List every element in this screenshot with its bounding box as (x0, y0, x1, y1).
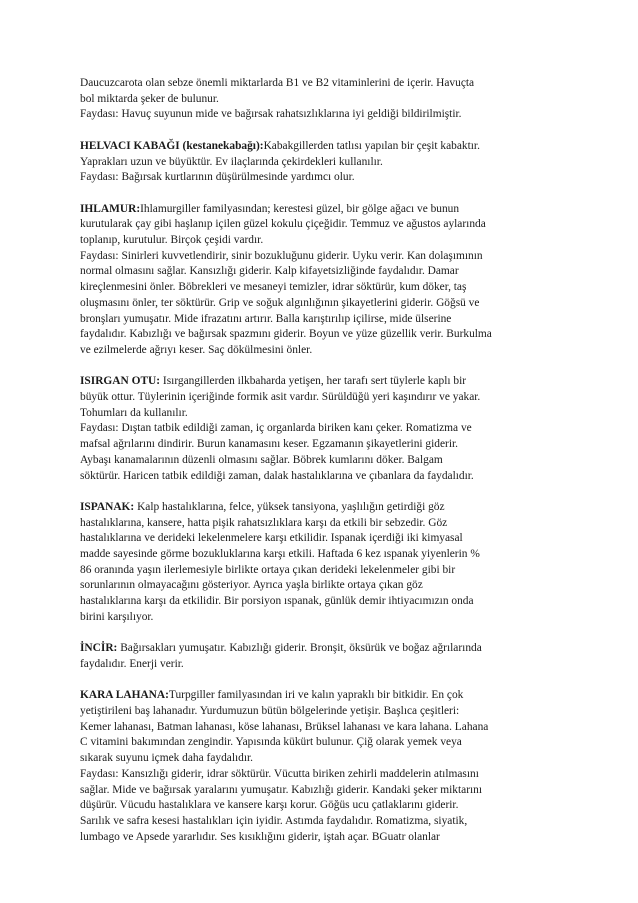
ispanak-text: Kalp hastalıklarına, felce, yüksek tansiyona, yaşlılığın getirdiği göz hastalıklarına, kansere, hatta pişik rahatsızlıklara karşı da etkili bir sebzedir. Göz hastalıklarına ve derideki lekelenmelere karşı etkilidir. Ispanak içerdiği iki kimyasal madde sayesinde görme bozukluklarına karşı etkili. Haftada 6 kez ıspanak yiyenlerin % 86 oranında yaşın ilerlemesiyle birlikte ortaya çıkan derideki lekelenmeler gibi bir sorunlarının olmayacağını gösteriyor. Ayrıca yaşla birlikte ortaya çıkan göz hastalıklarına karşı da etkilidir. Bir porsiyon ıspanak, günlük demir ihtiyacımızın onda birini karşılıyor. (80, 500, 480, 623)
helvaci-benefit: Faydası: Bağırsak kurtlarının düşürülmesinde yardımcı olur. (80, 171, 355, 184)
havuc-benefit: Faydası: Havuç suyunun mide ve bağırsak rahatsızlıklarına iyi geldiği bildirilmiştir. (80, 108, 462, 121)
ihlamur-intro: Ihlamurgiller familyasından; kerestesi güzel, bir gölge ağacı ve bunun kurutularak çay gibi haşlanıp içilen güzel kokulu çiçeğidir. Temmuz ve ağustos aylarında toplanıp, kurutulur. Birçok çeşidi vardır. (80, 202, 486, 246)
karalahana-heading: KARA LAHANA: (80, 689, 169, 702)
karalahana-intro-paragraph (80, 688, 566, 767)
karalahana-intro: Turpgiller familyasından iri ve kalın yapraklı bir bitkidir. En çok yetiştirileni baş lahanadır. Yurdumuzun bütün bölgelerinde yetişir. Başlıca çeşitleri: Kemer lahanası, Batman lahanası, köse lahanası, Brüksel lahanası ve kara lahana. Lahana C vitamini bakımından zengindir. Yapısında kükürt bulunur. Çiğ olarak yemek veya sıkarak suyunu içmek daha faydalıdır. (80, 689, 489, 765)
karalahana-benefit: Faydası: Kansızlığı giderir, idrar söktürür. Vücutta biriken zehirli maddelerin atılmasını sağlar. Mide ve bağırsak yaralarını yumuşatır. Kabızlığı giderir. Kandaki şeker miktarını düşürür. Vücudu hastalıklara ve kansere karşı korur. Göğüs ucu çatlaklarını giderir. Sarılık ve safra kesesi hastalıkları için iyidir. Astımda faydalıdır. Romatizma, siyatik, lumbago ve Apsede yararlıdır. Ses kısıklığını giderir, iştah açar. BGuatr olanlar (80, 767, 483, 843)
ihlamur-benefit: Faydası: Sinirleri kuvvetlendirir, sinir bozukluğunu giderir. Uyku verir. Kan dolaşımının normal olmasını sağlar. Kansızlığı giderir. Kalp kifayetsizliğinde faydalıdır. Damar kireçlenmesini önler. Böbrekleri ve mesaneyi temizler, idrar söktürür, kum döker, taş oluşmasını önler, ter söktürür. Grip ve soğuk algınlığının şikayetlerini giderir. Göğsü ve bronşları yumuşatır. Mide ifrazatını artırır. Balla karıştırılıp içilirse, mide ülserine faydalıdır. Kabızlığı ve bağırsak spazmını giderir. Boyun ve yüze güzellik verir. Burkulma ve ezilmelerde ağrıyı keser. Saç dökülmesini önler. (80, 249, 492, 356)
isirgan-heading: ISIRGAN OTU: (80, 375, 161, 388)
isirgan-intro: Isırgangillerden ilkbaharda yetişen, her tarafı sert tüylerle kaplı bir büyük ottur. Tüylerinin içeriğinde formik asit vardır. Sürüldüğü yeri kaşındırır ve yakar. Tohumları da kullanılır. (80, 375, 481, 419)
havuc-description: Daucuzcarota olan sebze önemli miktarlarda B1 ve B2 vitaminlerini de içerir. Havuçta bol miktarda şeker de bulunur. (80, 77, 475, 105)
ihlamur-heading: IHLAMUR: (80, 202, 141, 215)
section-helvaci-kabagi (80, 139, 566, 186)
section-isirgan-otu (80, 374, 566, 484)
isirgan-intro-paragraph (80, 374, 566, 421)
helvaci-intro: Kabakgillerden tatlısı yapılan bir çeşit kabaktır. Yaprakları uzun ve büyüktür. Ev ilaçlarında çekirdekleri kullanılır. (80, 139, 480, 168)
incir-paragraph (80, 641, 566, 672)
section-havuc (80, 76, 566, 123)
section-ispanak (80, 500, 566, 626)
ispanak-heading: ISPANAK: (80, 500, 135, 513)
document-page (80, 76, 566, 861)
incir-text: Bağırsakları yumuşatır. Kabızlığı giderir. Bronşit, öksürük ve boğaz ağrılarında faydalıdır. Enerji verir. (80, 642, 482, 670)
section-incir (80, 641, 566, 672)
ispanak-paragraph (80, 500, 566, 626)
section-kara-lahana (80, 688, 566, 845)
helvaci-heading: HELVACI KABAĞI (kestanekabağı): (80, 139, 264, 152)
helvaci-intro-paragraph (80, 139, 566, 170)
isirgan-benefit: Faydası: Dıştan tatbik edildiği zaman, iç organlarda biriken kanı çeker. Romatizma ve mafsal ağrılarını dindirir. Burun kanamasını keser. Egzamanın şikayetlerini giderir. Aybaşı kanamalarının düzenli olmasını sağlar. Böbrek kumlarını döker. Balgam söktürür. Haricen tatbik edildiği zaman, dalak hastalıklarına ve çıbanlara da faydalıdır. (80, 422, 474, 482)
incir-heading: İNCİR: (80, 642, 118, 655)
section-ihlamur (80, 202, 566, 359)
ihlamur-intro-paragraph (80, 202, 566, 249)
